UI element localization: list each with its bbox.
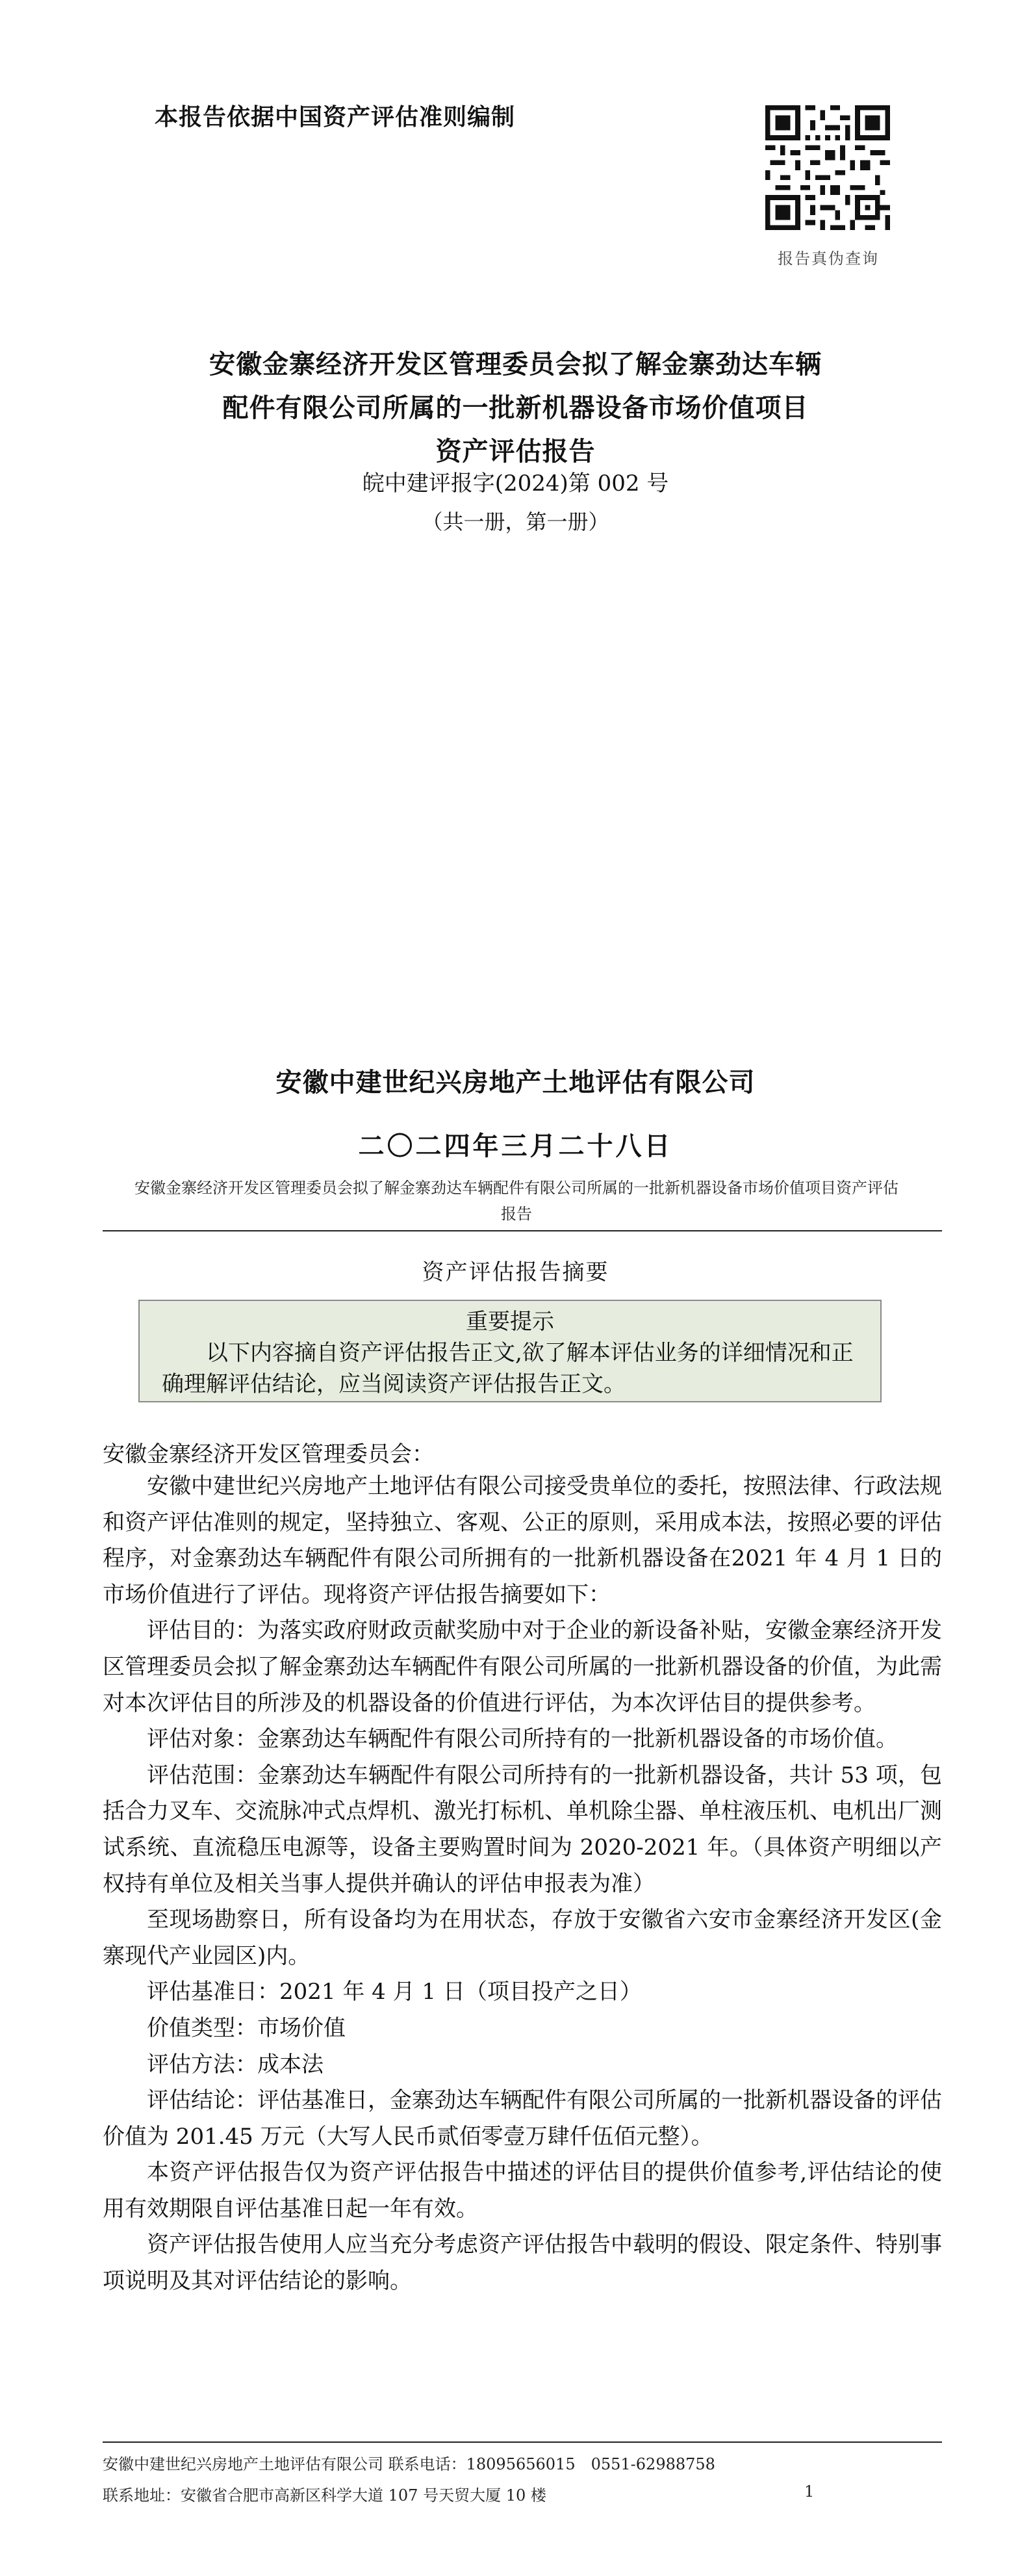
volume-info: （共一册，第一册） (422, 509, 609, 534)
title-line-2: 配件有限公司所属的一批新机器设备市场价值项目 (222, 393, 809, 423)
important-notice-box (138, 1300, 882, 1402)
summary-title: 资产评估报告摘要 (422, 1259, 609, 1285)
qr-caption: 报告真伪查询 (778, 250, 879, 268)
paragraph-intro: 安徽中建世纪兴房地产土地评估有限公司接受贵单位的委托，按照法律、行政法规和资产评估准则的规定，坚持独立、客观、公正的原则，采用成本法，按照必要的评估程序，对金寨劲达车辆配件有限公司所拥有的一批新机器设备在2021 年 4 月 1 日的市场价值进行了评估。现将资产评估报告摘要如下： (103, 1473, 942, 1608)
paragraph-user-notice: 资产评估报告使用人应当充分考虑资产评估报告中载明的假设、限定条件、特别事项说明及其对评估结论的影响。 (103, 2232, 942, 2295)
paragraph-method: 评估方法：成本法 (147, 2051, 324, 2078)
report-title (0, 343, 1031, 474)
title-line-3: 资产评估报告 (435, 437, 596, 467)
page-number: 1 (804, 2482, 815, 2501)
footer-address: 联系地址：安徽省合肥市高新区科学大道 107 号天贸大厦 10 楼 (103, 2486, 546, 2505)
paragraph-value-type: 价值类型：市场价值 (147, 2015, 346, 2041)
paragraph-scope: 评估范围：金寨劲达车辆配件有限公司所持有的一批新机器设备，共计 53 项，包括合力叉车、交流脉冲式点焊机、激光打标机、单机除尘器、单柱液压机、电机出厂测试系统、直流稳压电源等，设备主要购置时间为 2020-2021 年。（具体资产明细以产权持有单位及相关当事人提供并确认的评估申报表为准） (103, 1762, 942, 1897)
notice-title: 重要提示 (466, 1309, 554, 1335)
paragraph-purpose: 评估目的：为落实政府财政贡献奖励中对于企业的新设备补贴，安徽金寨经济开发区管理委员会拟了解金寨劲达车辆配件有限公司所属的一批新机器设备的价值，为此需对本次评估目的所涉及的机器设备的价值进行评估，为本次评估目的提供参考。 (103, 1617, 942, 1716)
notice-body: 以下内容摘自资产评估报告正文,欲了解本评估业务的详细情况和正确理解评估结论，应当阅读资产评估报告正文。 (162, 1340, 854, 1397)
running-header: 安徽金寨经济开发区管理委员会拟了解金寨劲达车辆配件有限公司所属的一批新机器设备市场价值项目资产评估报告 (134, 1179, 898, 1223)
report-date: 二〇二四年三月二十八日 (358, 1131, 673, 1161)
footer-contact: 安徽中建世纪兴房地产土地评估有限公司 联系电话：18095656015 0551-62988758 (103, 2455, 715, 2473)
report-number: 皖中建评报字(2024)第 002 号 (362, 470, 669, 496)
compilation-basis-note: 本报告依据中国资产评估准则编制 (155, 104, 516, 131)
header-divider (103, 1230, 942, 1231)
paragraph-object: 评估对象：金寨劲达车辆配件有限公司所持有的一批新机器设备的市场价值。 (147, 1726, 898, 1753)
paragraph-site-status: 至现场勘察日，所有设备均为在用状态，存放于安徽省六安市金寨经济开发区(金寨现代产业园区)内。 (103, 1907, 942, 1969)
paragraph-base-date: 评估基准日：2021 年 4 月 1 日（项目投产之日） (147, 1979, 642, 2005)
footer-divider (103, 2441, 942, 2443)
appraisal-company: 安徽中建世纪兴房地产土地评估有限公司 (275, 1068, 756, 1098)
paragraph-conclusion: 评估结论：评估基准日，金寨劲达车辆配件有限公司所属的一批新机器设备的评估价值为 201.45 万元（大写人民币贰佰零壹万肆仟伍佰元整）。 (103, 2087, 942, 2150)
salutation: 安徽金寨经济开发区管理委员会： (103, 1441, 434, 1467)
title-line-1: 安徽金寨经济开发区管理委员会拟了解金寨劲达车辆 (209, 350, 822, 380)
paragraph-validity: 本资产评估报告仅为资产评估报告中描述的评估目的提供价值参考,评估结论的使用有效期限自评估基准日起一年有效。 (103, 2159, 942, 2222)
verification-qr-code[interactable] (765, 105, 890, 230)
summary-body (103, 1469, 942, 2300)
